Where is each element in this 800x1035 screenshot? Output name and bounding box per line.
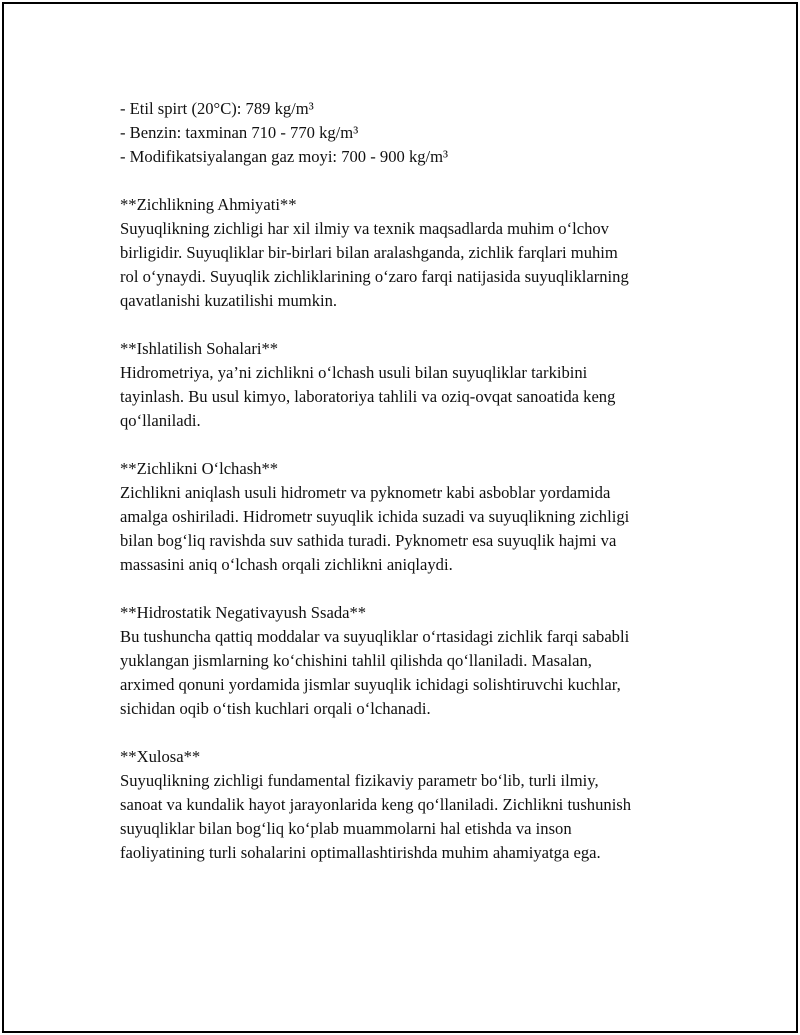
section-heading: **Xulosa** bbox=[120, 747, 201, 766]
paragraph-line: Hidrometriya, ya’ni zichlikni o‘lchash usuli bilan suyuqliklar tarkibini bbox=[120, 363, 588, 382]
paragraph-gap bbox=[120, 313, 700, 337]
paragraph-line: Bu tushuncha qattiq moddalar va suyuqliklar o‘rtasidagi zichlik farqi sababli bbox=[120, 627, 630, 646]
paragraph-gap bbox=[120, 169, 700, 193]
list-item: - Benzin: taxminan 710 - 770 kg/m³ bbox=[120, 123, 359, 142]
document-body bbox=[120, 97, 700, 865]
section-conclusion bbox=[120, 745, 700, 865]
section-heading: **Hidrostatik Negativayush Ssada** bbox=[120, 603, 367, 622]
paragraph-line: Zichlikni aniqlash usuli hidrometr va pyknometr kabi asboblar yordamida bbox=[120, 483, 611, 502]
section-usage-areas bbox=[120, 337, 700, 433]
page-frame bbox=[2, 2, 798, 1033]
paragraph-line: tayinlash. Bu usul kimyo, laboratoriya tahlili va oziq-ovqat sanoatida keng bbox=[120, 387, 616, 406]
paragraph-line: qo‘llaniladi. bbox=[120, 411, 201, 430]
section-heading: **Zichlikning Ahmiyati** bbox=[120, 195, 297, 214]
list-item: - Modifikatsiyalangan gaz moyi: 700 - 900 kg/m³ bbox=[120, 147, 449, 166]
paragraph-line: amalga oshiriladi. Hidrometr suyuqlik ichida suzadi va suyuqlikning zichligi bbox=[120, 507, 630, 526]
paragraph-line: sichidan oqib o‘tish kuchlari orqali o‘lchanadi. bbox=[120, 699, 431, 718]
paragraph-line: Suyuqlikning zichligi har xil ilmiy va texnik maqsadlarda muhim o‘lchov bbox=[120, 219, 609, 238]
paragraph-gap bbox=[120, 721, 700, 745]
density-list bbox=[120, 97, 700, 169]
paragraph-line: sanoat va kundalik hayot jarayonlarida keng qo‘llaniladi. Zichlikni tushunish bbox=[120, 795, 632, 814]
section-heading: **Zichlikni O‘lchash** bbox=[120, 459, 279, 478]
section-measurement bbox=[120, 457, 700, 577]
section-importance bbox=[120, 193, 700, 313]
paragraph-line: arximed qonuni yordamida jismlar suyuqlik ichidagi solishtiruvchi kuchlar, bbox=[120, 675, 621, 694]
paragraph-line: massasini aniq o‘lchash orqali zichlikni aniqlaydi. bbox=[120, 555, 453, 574]
paragraph-line: rol o‘ynaydi. Suyuqlik zichliklarining o‘zaro farqi natijasida suyuqliklarning bbox=[120, 267, 629, 286]
section-heading: **Ishlatilish Sohalari** bbox=[120, 339, 279, 358]
paragraph-line: suyuqliklar bilan bog‘liq ko‘plab muammolarni hal etishda va inson bbox=[120, 819, 572, 838]
paragraph-gap bbox=[120, 577, 700, 601]
section-hydrostatic bbox=[120, 601, 700, 721]
paragraph-line: bilan bog‘liq ravishda suv sathida turadi. Pyknometr esa suyuqlik hajmi va bbox=[120, 531, 617, 550]
paragraph-line: birligidir. Suyuqliklar bir-birlari bilan aralashganda, zichlik farqlari muhim bbox=[120, 243, 618, 262]
paragraph-line: Suyuqlikning zichligi fundamental fizikaviy parametr bo‘lib, turli ilmiy, bbox=[120, 771, 599, 790]
paragraph-line: qavatlanishi kuzatilishi mumkin. bbox=[120, 291, 338, 310]
paragraph-line: yuklangan jismlarning ko‘chishini tahlil qilishda qo‘llaniladi. Masalan, bbox=[120, 651, 592, 670]
list-item: - Etil spirt (20°C): 789 kg/m³ bbox=[120, 99, 314, 118]
paragraph-line: faoliyatining turli sohalarini optimallashtirishda muhim ahamiyatga ega. bbox=[120, 843, 601, 862]
paragraph-gap bbox=[120, 433, 700, 457]
